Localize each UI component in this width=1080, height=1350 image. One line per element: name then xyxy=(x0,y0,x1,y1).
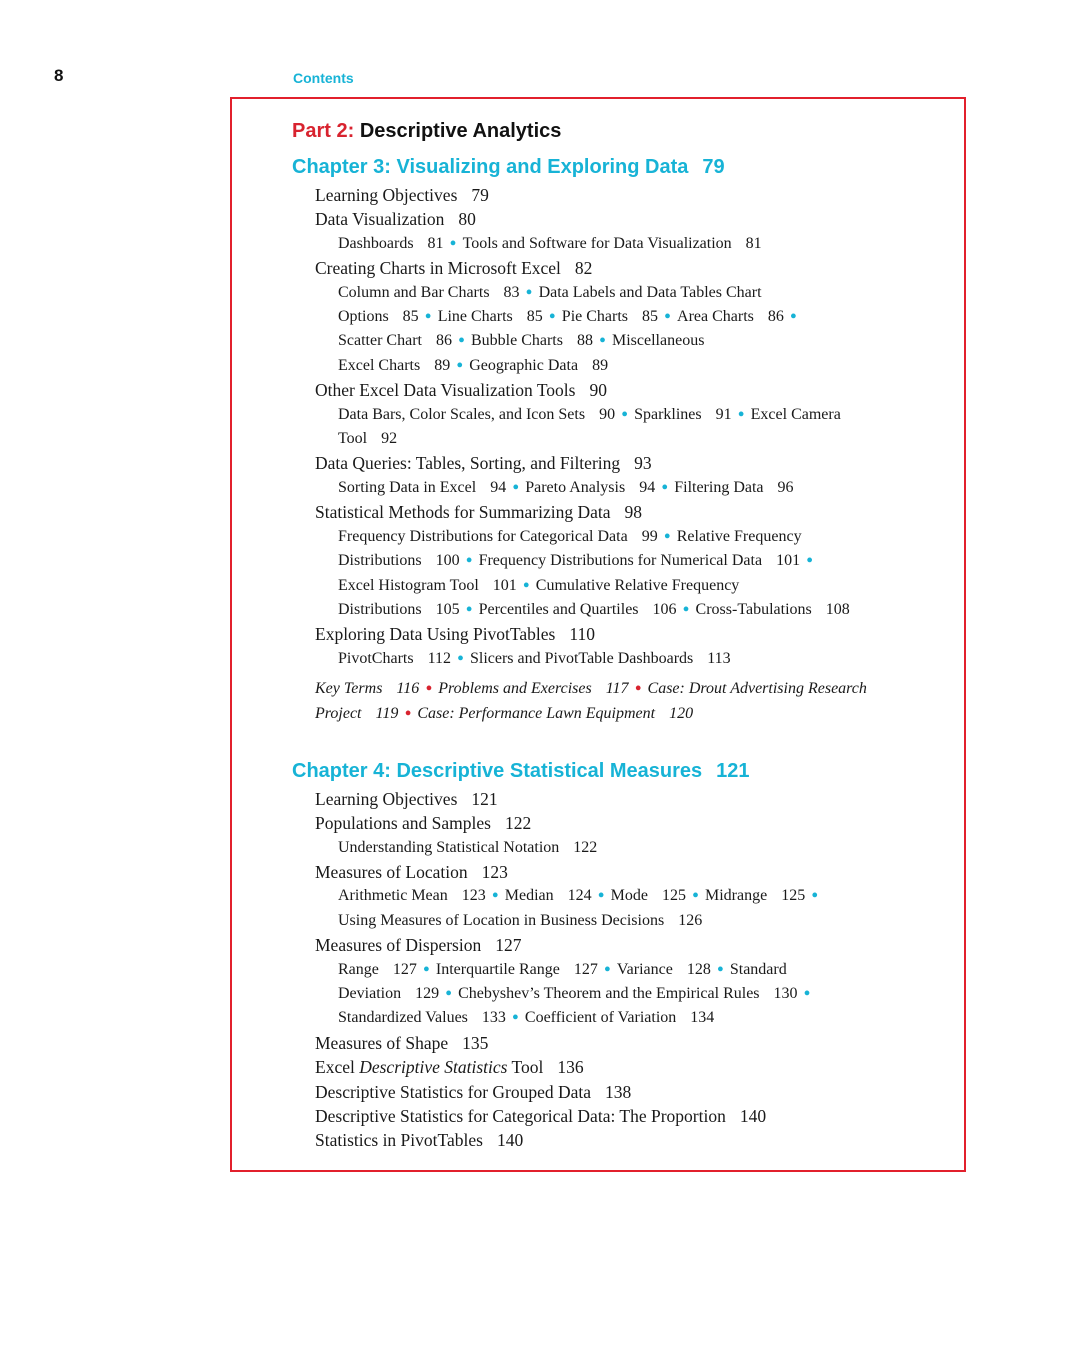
toc-entry-page: 128 xyxy=(686,960,711,978)
toc-entry[interactable] xyxy=(438,680,628,697)
toc-entry-page: 136 xyxy=(557,1057,584,1078)
bullet-separator-icon: • xyxy=(598,330,606,353)
toc-entry-title: Distributions xyxy=(338,552,422,570)
toc-entry-page: 85 xyxy=(642,308,659,326)
toc-entry-title: PivotCharts xyxy=(338,649,414,667)
toc-entry-title: Scatter Chart xyxy=(338,332,422,350)
toc-entry-title: Exploring Data Using PivotTables xyxy=(315,624,556,645)
toc-entry[interactable] xyxy=(525,1009,714,1026)
toc-line xyxy=(292,884,954,908)
toc-entry[interactable] xyxy=(315,1057,584,1077)
toc-entry-title: Tool xyxy=(338,430,368,448)
toc-entry-title: Mode xyxy=(610,887,648,905)
toc-entry[interactable] xyxy=(315,680,419,697)
toc-entry[interactable] xyxy=(315,453,652,473)
toc-line xyxy=(292,811,954,835)
bullet-separator-icon: • xyxy=(456,354,464,377)
toc-entry-page: 135 xyxy=(462,1032,489,1053)
toc-line xyxy=(292,909,954,933)
toc-entry-title: Other Excel Data Visualization Tools xyxy=(315,380,576,401)
bullet-separator-icon: • xyxy=(789,306,797,329)
toc-line xyxy=(292,232,954,256)
toc-line xyxy=(292,427,954,451)
toc-entry-page: 81 xyxy=(745,234,762,252)
bullet-separator-icon: • xyxy=(522,574,530,597)
chapter-3-heading[interactable] xyxy=(292,153,954,181)
toc-entry-title: Filtering Data xyxy=(674,478,764,496)
toc-entry-page: 110 xyxy=(569,624,595,645)
toc-entry-title: Pareto Analysis xyxy=(525,478,626,496)
toc-entry-page: 99 xyxy=(641,527,658,545)
toc-entry-page: 125 xyxy=(661,887,686,905)
toc-entry[interactable] xyxy=(539,284,762,301)
toc-entry-title: Creating Charts in Microsoft Excel xyxy=(315,258,561,279)
toc-entry[interactable] xyxy=(315,1106,766,1126)
toc-entry-title: Area Charts xyxy=(677,308,754,326)
toc-entry-title: Key Terms xyxy=(315,680,383,698)
bullet-separator-icon: • xyxy=(525,281,533,304)
toc-entry-page: 98 xyxy=(624,502,643,523)
toc-entry-title: Case: Performance Lawn Equipment xyxy=(417,704,656,722)
toc-line xyxy=(292,305,954,329)
toc-entry-title: Measures of Dispersion xyxy=(315,935,482,956)
toc-line xyxy=(292,574,954,598)
toc-entry[interactable] xyxy=(315,185,489,205)
toc-entry[interactable] xyxy=(338,650,451,667)
toc-entry-title: Measures of Shape xyxy=(315,1032,449,1053)
chapter-4-title: Chapter 4: Descriptive Statistical Measures xyxy=(292,759,703,782)
toc-entry[interactable] xyxy=(338,985,439,1002)
bullet-separator-icon: • xyxy=(597,885,605,908)
toc-line xyxy=(292,860,954,884)
toc-line xyxy=(292,403,954,427)
toc-line xyxy=(292,500,954,524)
toc-entry[interactable] xyxy=(315,502,642,522)
toc-entry-page: 122 xyxy=(573,838,598,856)
toc-entry-page: 94 xyxy=(639,478,656,496)
toc-entry-title: Distributions xyxy=(338,600,422,618)
toc-entry-title-tail: Tool xyxy=(507,1057,544,1078)
toc-entry-page: 122 xyxy=(504,813,532,834)
toc-line xyxy=(292,476,954,500)
toc-entry-title: Sparklines xyxy=(634,405,702,423)
bullet-separator-icon: • xyxy=(457,330,465,353)
toc-entry-title: Case: Drout Advertising Research xyxy=(647,680,867,698)
toc-entry-page: 123 xyxy=(461,887,486,905)
bullet-separator-icon: • xyxy=(682,598,690,621)
toc-entry-page: 130 xyxy=(773,984,798,1002)
toc-entry[interactable] xyxy=(338,430,397,447)
toc-entry-page: 133 xyxy=(481,1009,506,1027)
toc-entry[interactable] xyxy=(751,406,841,423)
toc-entry-title: Measures of Location xyxy=(315,861,468,882)
toc-entry-page: 82 xyxy=(574,258,593,279)
toc-line xyxy=(292,329,954,353)
toc-entry-title: Using Measures of Location in Business Decisions xyxy=(338,911,665,929)
toc-entry-page: 101 xyxy=(776,552,801,570)
bullet-separator-icon: • xyxy=(456,647,464,670)
toc-entry-title: Learning Objectives xyxy=(315,185,458,205)
toc-entry-page: 88 xyxy=(576,332,593,350)
toc-entry[interactable] xyxy=(315,862,508,882)
toc-line xyxy=(292,451,954,475)
toc-entry-title: Tools and Software for Data Visualization xyxy=(462,234,732,252)
toc-entry[interactable] xyxy=(562,308,658,325)
toc-line xyxy=(292,183,954,207)
toc-entry-page: 86 xyxy=(435,332,452,350)
bullet-separator-icon: • xyxy=(661,476,669,499)
toc-entry-title: Interquartile Range xyxy=(435,960,560,978)
toc-entry-title: Column and Bar Charts xyxy=(338,283,490,301)
toc-line xyxy=(292,836,954,860)
bullet-separator-icon: • xyxy=(511,1007,519,1030)
toc-entry-title: Geographic Data xyxy=(469,356,579,374)
toc-line xyxy=(292,354,954,378)
chapter-4-entries xyxy=(292,787,954,1153)
toc-entry-page: 86 xyxy=(767,308,784,326)
toc-entry-page: 124 xyxy=(567,887,592,905)
toc-entry-title: Statistical Methods for Summarizing Data xyxy=(315,502,611,523)
toc-entry-title: Excel xyxy=(315,1057,360,1078)
toc-entry[interactable] xyxy=(315,258,592,278)
toc-entry[interactable] xyxy=(338,308,419,325)
toc-entry-title: Miscellaneous xyxy=(612,332,705,350)
toc-entry-title: Arithmetic Mean xyxy=(338,887,448,905)
toc-entry-title: Data Visualization xyxy=(315,209,445,230)
toc-entry[interactable] xyxy=(471,332,593,349)
toc-line xyxy=(292,256,954,280)
toc-entry-page: 80 xyxy=(458,209,476,230)
chapter-4-heading[interactable] xyxy=(292,757,954,785)
toc-entry[interactable] xyxy=(338,912,702,929)
toc-entry-title: Line Charts xyxy=(437,308,513,326)
toc-line xyxy=(292,647,954,671)
toc-entry-title: Range xyxy=(338,960,379,978)
toc-entry[interactable] xyxy=(338,839,597,856)
toc-entry[interactable] xyxy=(463,235,762,252)
toc-entry[interactable] xyxy=(458,985,797,1002)
toc-entry-page: 91 xyxy=(715,405,732,423)
toc-entry-title: Percentiles and Quartiles xyxy=(478,600,639,618)
part-heading xyxy=(292,117,954,145)
toc-entry-page: 127 xyxy=(573,960,598,978)
toc-entry[interactable] xyxy=(696,601,850,618)
toc-entry[interactable] xyxy=(677,528,802,545)
toc-entry-page: 85 xyxy=(526,308,543,326)
toc-entry-page: 140 xyxy=(496,1130,524,1151)
toc-entry[interactable] xyxy=(315,209,476,229)
bullet-separator-icon: • xyxy=(449,232,457,255)
toc-entry-title: Understanding Statistical Notation xyxy=(338,838,560,856)
toc-line xyxy=(292,207,954,231)
toc-entry-page: 140 xyxy=(739,1106,767,1126)
toc-entry[interactable] xyxy=(315,705,398,722)
toc-entry-title: Descriptive Statistics for Grouped Data xyxy=(315,1081,592,1102)
toc-line xyxy=(292,982,954,1006)
toc-entry[interactable] xyxy=(315,1130,523,1150)
toc-entry-title: Deviation xyxy=(338,984,402,1002)
toc-entry-title: Learning Objectives xyxy=(315,788,458,809)
toc-entry[interactable] xyxy=(505,887,592,904)
toc-entry-title: Sorting Data in Excel xyxy=(338,478,477,496)
bullet-separator-icon: • xyxy=(691,885,699,908)
toc-entry-title: Midrange xyxy=(705,887,768,905)
toc-entry[interactable] xyxy=(338,961,417,978)
toc-entry[interactable] xyxy=(611,887,686,904)
bullet-separator-icon: • xyxy=(716,958,724,981)
toc-entry-title: Cumulative Relative Frequency xyxy=(535,576,740,594)
toc-entry[interactable] xyxy=(469,357,608,374)
bullet-separator-icon: • xyxy=(664,306,672,329)
toc-entry-title: Standard xyxy=(729,960,787,978)
toc-entry-title: Excel Camera xyxy=(750,405,841,423)
toc-line xyxy=(292,1104,954,1128)
toc-entry-page: 127 xyxy=(392,960,417,978)
toc-entry-page: 116 xyxy=(396,680,420,698)
toc-entry-title: Chebyshev’s Theorem and the Empirical Rules xyxy=(458,984,760,1002)
toc-entry-page: 90 xyxy=(589,380,607,401)
toc-entry-page: 126 xyxy=(678,911,703,929)
bullet-separator-icon: • xyxy=(445,982,453,1005)
toc-line xyxy=(292,787,954,811)
toc-entry[interactable] xyxy=(634,406,732,423)
toc-entry-page: 89 xyxy=(434,356,451,374)
toc-entry[interactable] xyxy=(315,789,498,809)
toc-entry-title: Data Bars, Color Scales, and Icon Sets xyxy=(338,405,586,423)
toc-line xyxy=(292,1128,954,1152)
toc-entry-page: 123 xyxy=(481,861,508,882)
toc-entry-page: 96 xyxy=(777,478,794,496)
toc-entry-page: 113 xyxy=(707,649,731,667)
toc-line xyxy=(292,281,954,305)
toc-entry-title: Bubble Charts xyxy=(470,332,563,350)
toc-entry-title: Cross-Tabulations xyxy=(695,600,812,618)
toc-entry[interactable] xyxy=(315,935,521,955)
toc-entry[interactable] xyxy=(617,961,711,978)
chapter-4-page: 121 xyxy=(716,759,750,782)
bullet-separator-icon: • xyxy=(663,525,671,548)
toc-entry[interactable] xyxy=(338,284,520,301)
toc-line xyxy=(292,622,954,646)
toc-entry-title: Excel Charts xyxy=(338,356,421,374)
toc-entry[interactable] xyxy=(705,887,805,904)
toc-entry[interactable] xyxy=(338,887,486,904)
toc-entry-title-italic: Descriptive Statistics xyxy=(359,1057,508,1078)
toc-entry[interactable] xyxy=(338,235,444,252)
bullet-separator-icon: • xyxy=(404,702,412,725)
toc-entry[interactable] xyxy=(438,308,543,325)
toc-entry-title: Statistics in PivotTables xyxy=(315,1130,483,1151)
bullet-separator-icon: • xyxy=(465,598,473,621)
toc-entry[interactable] xyxy=(612,332,704,349)
toc-entry[interactable] xyxy=(730,961,787,978)
part-label: Part 2: xyxy=(292,120,355,142)
toc-line xyxy=(292,1006,954,1030)
toc-entry-page: 100 xyxy=(435,552,460,570)
toc-entry[interactable] xyxy=(315,1033,488,1053)
toc-entry-page: 101 xyxy=(492,576,517,594)
toc-entry-title: Problems and Exercises xyxy=(438,680,592,698)
toc-entry-page: 138 xyxy=(605,1081,632,1102)
toc-entry[interactable] xyxy=(338,479,506,496)
toc-entry-page: 106 xyxy=(652,600,677,618)
toc-entry[interactable] xyxy=(479,601,677,618)
toc-entry-title: Options xyxy=(338,308,389,326)
toc-entry-page: 92 xyxy=(381,430,398,448)
bullet-separator-icon: • xyxy=(634,678,642,701)
running-head: Contents xyxy=(293,70,354,86)
toc-entry[interactable] xyxy=(525,479,655,496)
toc-entry-page: 93 xyxy=(634,453,652,474)
bullet-separator-icon: • xyxy=(803,982,811,1005)
toc-line xyxy=(292,1031,954,1055)
bullet-separator-icon: • xyxy=(737,403,745,426)
toc-entry-title: Descriptive Statistics for Categorical Data: The Proportion xyxy=(315,1106,726,1126)
toc-entry[interactable] xyxy=(338,1009,506,1026)
bullet-separator-icon: • xyxy=(425,678,433,701)
toc-entry[interactable] xyxy=(338,332,452,349)
toc-entry[interactable] xyxy=(674,479,793,496)
toc-entry-page: 85 xyxy=(402,308,419,326)
toc-entry[interactable] xyxy=(536,577,740,594)
toc-line xyxy=(292,598,954,622)
toc-entry[interactable] xyxy=(315,1082,631,1102)
toc-entry-title: Excel Histogram Tool xyxy=(338,576,479,594)
toc-entry-page: 81 xyxy=(427,234,444,252)
toc-entry[interactable] xyxy=(338,552,460,569)
toc-line xyxy=(292,677,954,702)
toc-entry-title: Standardized Values xyxy=(338,1009,468,1027)
bullet-separator-icon: • xyxy=(422,958,430,981)
toc-entry[interactable] xyxy=(648,680,867,697)
toc-entry[interactable] xyxy=(338,357,450,374)
toc-entry-title: Variance xyxy=(616,960,673,978)
toc-entry[interactable] xyxy=(338,601,460,618)
toc-entry[interactable] xyxy=(417,705,693,722)
toc-content xyxy=(292,117,954,1153)
toc-entry-title: Slicers and PivotTable Dashboards xyxy=(469,649,694,667)
toc-entry-page: 94 xyxy=(490,478,507,496)
toc-line xyxy=(292,702,954,727)
toc-entry-page: 108 xyxy=(825,600,850,618)
toc-entry[interactable] xyxy=(338,406,615,423)
toc-line xyxy=(292,1055,954,1079)
toc-entry-title: Median xyxy=(504,887,554,905)
bullet-separator-icon: • xyxy=(491,885,499,908)
toc-entry-page: 125 xyxy=(781,887,806,905)
toc-line xyxy=(292,525,954,549)
toc-entry-page: 129 xyxy=(415,984,440,1002)
bullet-separator-icon: • xyxy=(811,885,819,908)
bullet-separator-icon: • xyxy=(603,958,611,981)
toc-entry-page: 79 xyxy=(471,185,489,205)
page-number: 8 xyxy=(54,66,64,85)
toc-entry-title: Populations and Samples xyxy=(315,813,491,834)
toc-entry-page: 105 xyxy=(435,600,460,618)
bullet-separator-icon: • xyxy=(512,476,520,499)
bullet-separator-icon: • xyxy=(621,403,629,426)
toc-entry-title: Data Labels and Data Tables Chart xyxy=(538,283,762,301)
toc-entry-title: Pie Charts xyxy=(561,308,629,326)
toc-entry[interactable] xyxy=(315,624,595,644)
part-title: Descriptive Analytics xyxy=(359,120,562,142)
toc-entry-title: Data Queries: Tables, Sorting, and Filtering xyxy=(315,453,621,474)
toc-entry[interactable] xyxy=(436,961,598,978)
toc-entry[interactable] xyxy=(338,528,658,545)
toc-entry-title: Dashboards xyxy=(338,234,414,252)
toc-entry[interactable] xyxy=(677,308,784,325)
toc-entry-title: Relative Frequency xyxy=(676,527,802,545)
chapter-3-page: 79 xyxy=(702,156,725,178)
toc-entry-page: 134 xyxy=(690,1009,715,1027)
toc-line xyxy=(292,933,954,957)
toc-entry-title: Frequency Distributions for Numerical Data xyxy=(478,552,763,570)
toc-line xyxy=(292,549,954,573)
toc-entry[interactable] xyxy=(338,577,517,594)
toc-entry-page: 119 xyxy=(375,704,399,722)
toc-line xyxy=(292,958,954,982)
bullet-separator-icon: • xyxy=(806,550,814,573)
toc-entry-page: 90 xyxy=(599,405,616,423)
chapter-3-title: Chapter 3: Visualizing and Exploring Data xyxy=(292,156,689,178)
toc-entry-page: 120 xyxy=(669,704,694,722)
bullet-separator-icon: • xyxy=(465,550,473,573)
bullet-separator-icon: • xyxy=(424,306,432,329)
toc-line xyxy=(292,1080,954,1104)
toc-entry-title: Project xyxy=(315,704,362,722)
toc-entry-title: Frequency Distributions for Categorical Data xyxy=(338,527,628,545)
toc-entry[interactable] xyxy=(479,552,800,569)
toc-entry-title: Coefficient of Variation xyxy=(524,1009,677,1027)
bullet-separator-icon: • xyxy=(548,306,556,329)
toc-entry-page: 127 xyxy=(495,935,522,956)
toc-entry[interactable] xyxy=(315,813,531,833)
chapter-3-entries xyxy=(292,183,954,727)
toc-line xyxy=(292,378,954,402)
toc-entry-page: 112 xyxy=(427,649,451,667)
toc-entry-page: 89 xyxy=(592,356,609,374)
toc-entry-page: 117 xyxy=(605,680,629,698)
toc-entry-page: 83 xyxy=(503,283,520,301)
toc-entry-page: 121 xyxy=(471,788,498,809)
toc-entry[interactable] xyxy=(315,380,607,400)
toc-entry[interactable] xyxy=(470,650,731,667)
